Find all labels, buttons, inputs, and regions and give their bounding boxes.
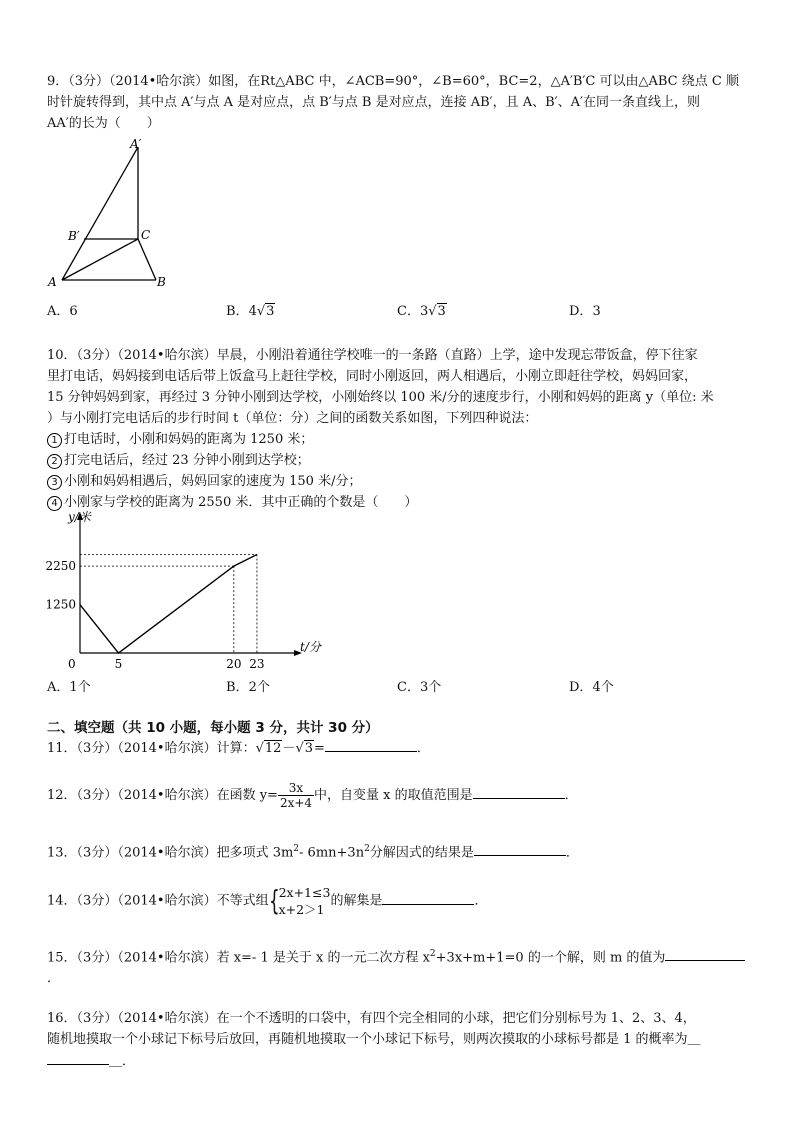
q9-option-a[interactable]: A．6 (47, 304, 78, 319)
q10-options (47, 676, 747, 696)
q10-statement-4: 4 小刚家与学校的距离为 2550 米．其中正确的个数是（ ） (47, 492, 757, 513)
q10-line2: 里打电话，妈妈接到电话后带上饭盒马上赶往学校，同时小刚返回，两人相遇后，小刚立即赶往学校，妈妈回家， (47, 369, 698, 384)
question-9 (47, 71, 757, 134)
q12-answer-blank[interactable] (473, 784, 565, 799)
q9-option-d[interactable]: D．3 (569, 304, 601, 319)
y-tick-label-0: 1250 (45, 597, 76, 612)
q10-option-a[interactable]: A．1个 (47, 680, 91, 695)
question-15: 15．（3分）（2014•哈尔滨）若 x=- 1 是关于 x 的一元二次方程 $x^2+3x+m+1=0$ 的一个解，则 m 的值为 ． (47, 944, 757, 989)
series-line (80, 555, 257, 653)
q11-answer-blank[interactable] (325, 737, 417, 752)
q10-line4: ）与小刚打完电话后的步行时间 t（单位：分）之间的函数关系如图，下列四种说法： (47, 411, 538, 426)
x-tick-label-0: 0 (68, 657, 76, 671)
question-12: 12．（3分）（2014•哈尔滨）在函数 y= $\frac{3x}{2x+4}$ 中，自变量 x 的取值范围是 ． (47, 781, 578, 810)
q10-line1: 10．（3分）（2014•哈尔滨）早晨，小刚沿着通往学校唯一的一条路（直路）上学，途中发现忘带饭盒，停下往家 (47, 348, 698, 363)
q16-answer-blank[interactable] (47, 1050, 109, 1065)
q9-line3: AA′的长为（ ） (47, 116, 160, 131)
label-A: A (48, 275, 57, 289)
q14-inequality-system: { 2x+1≤3 x+2＞1 (268, 884, 331, 917)
y-tick-label-1: 2250 (45, 559, 76, 574)
q10-statement-2: 2 打完电话后，经过 23 分钟小刚到达学校； (47, 450, 757, 471)
q15-answer-blank[interactable] (665, 946, 745, 961)
q10-function-chart (40, 508, 321, 671)
label-B: B (157, 275, 166, 289)
q9-triangle-figure (40, 135, 180, 290)
label-B-prime: B′ (68, 229, 80, 243)
question-11: 11．（3分）（2014•哈尔滨）计算：√12－√3= ． (47, 737, 757, 759)
question-14: 14．（3分）（2014•哈尔滨）不等式组 { 2x+1≤3 x+2＞1 的解集是 ． (47, 884, 488, 917)
x-axis-label: t/分 (300, 640, 321, 654)
q9-options (47, 300, 747, 320)
x-tick-label-1: 5 (114, 657, 123, 671)
q10-option-d[interactable]: D．4个 (569, 680, 614, 695)
section-2-heading: 二、填空题（共 10 小题，每小题 3 分，共计 30 分） (47, 720, 379, 736)
q10-statement-3: 3 小刚和妈妈相遇后，妈妈回家的速度为 150 米/分； (47, 471, 757, 492)
q9-option-c[interactable]: C．3√3 (397, 304, 446, 319)
q9-option-b[interactable]: B．4√3 (226, 304, 275, 319)
x-tick-label-3: 23 (249, 657, 265, 671)
q13-answer-blank[interactable] (474, 841, 566, 856)
q9-line1: 9．（3分）（2014•哈尔滨）如图，在Rt△ABC 中，∠ACB=90°，∠B=60°，BC=2，△A′B′C 可以由△ABC 绕点 C 顺 (47, 74, 739, 89)
label-C: C (141, 228, 151, 242)
question-10 (47, 345, 757, 513)
question-13: 13．（3分）（2014•哈尔滨）把多项式 $3m^2-$ $6mn+3n^2$分解因式的结果是 ． (47, 839, 757, 863)
q9-line2: 时针旋转得到，其中点 A′与点 A 是对应点，点 B′与点 B 是对应点，连接 AB′，且 A、B′、A′在同一条直线上，则 (47, 95, 700, 110)
q14-answer-blank[interactable] (382, 890, 474, 905)
x-tick-label-2: 20 (226, 657, 242, 671)
q10-option-b[interactable]: B．2个 (226, 680, 270, 695)
question-16: 16．（3分）（2014•哈尔滨）在一个不透明的口袋中，有四个完全相同的小球，把它们分别标号为 1、2、3、4， 随机地摸取一个小球记下标号后放回，再随机地摸取一个小球记下标号，则两次摸取的小球标号都是 1 的概率为＿ ＿． (47, 1011, 701, 1069)
label-A-prime: A′ (130, 137, 142, 151)
q12-fraction: $\frac{3x}{2x+4}$ (279, 781, 313, 810)
q10-statement-1: 1 打电话时，小刚和妈妈的距离为 1250 米； (47, 429, 757, 450)
q10-line3: 15 分钟妈妈到家，再经过 3 分钟小刚到达学校，小刚始终以 100 米/分的速度步行，小刚和妈妈的距离 y（单位: 米 (47, 390, 714, 405)
q10-option-c[interactable]: C．3个 (397, 680, 442, 695)
y-axis-label: y/米 (68, 510, 91, 524)
